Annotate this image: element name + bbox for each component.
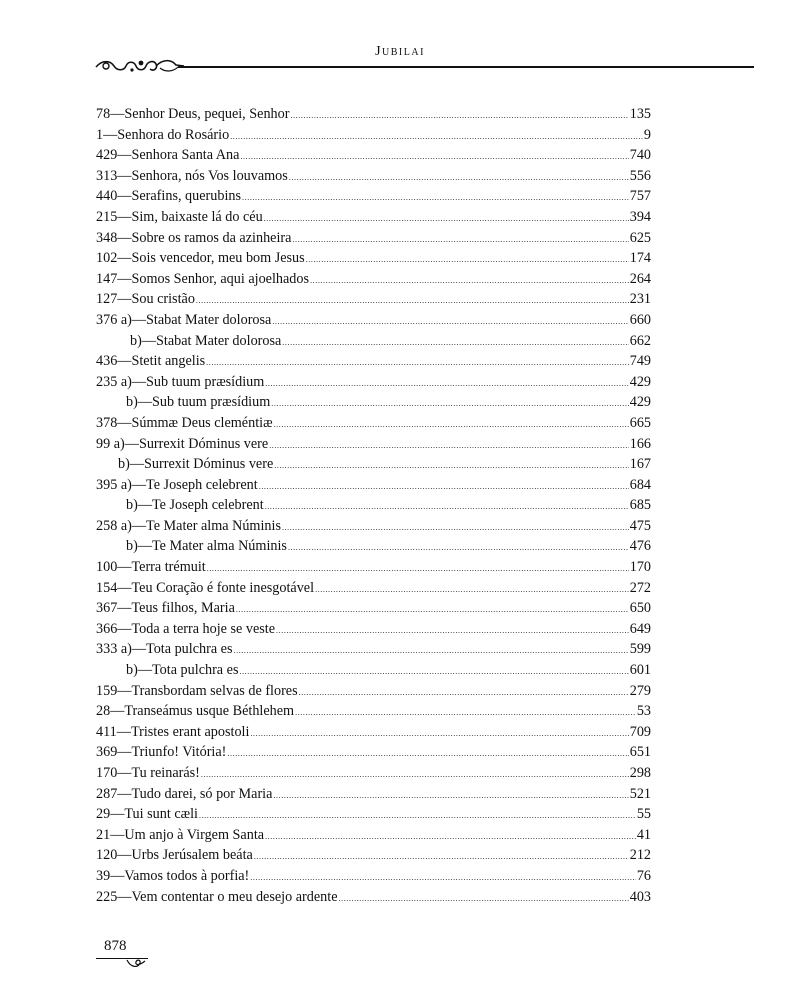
dot-leader — [289, 168, 629, 189]
dot-leader — [199, 806, 636, 827]
entry-title: 287—Tudo darei, só por Maria — [96, 785, 273, 802]
entry-title: 429—Senhora Santa Ana — [96, 147, 240, 164]
entry-title: 235 a)—Sub tuum præsídium — [96, 373, 265, 390]
dot-leader — [306, 250, 629, 271]
entry-title: 378—Súmmæ Deus cleméntiæ — [96, 414, 273, 431]
entry-page-number: 685 — [629, 497, 651, 514]
dot-leader — [273, 786, 628, 807]
dot-leader — [274, 456, 628, 477]
dot-leader — [272, 312, 628, 333]
entry-title: 411—Tristes erant apostoli — [96, 723, 250, 740]
index-entry — [96, 186, 651, 207]
dot-leader — [259, 477, 629, 498]
entry-page-number: 170 — [629, 559, 651, 576]
entry-page-number: 403 — [629, 888, 651, 905]
entry-page-number: 9 — [643, 126, 651, 143]
entry-title: 159—Transbordam selvas de flores — [96, 682, 298, 699]
dot-leader — [239, 662, 628, 683]
index-entry — [96, 557, 651, 578]
entry-page-number: 740 — [629, 147, 651, 164]
index-entry — [96, 289, 651, 310]
dot-leader — [230, 127, 643, 148]
page-number: 878 — [104, 938, 127, 954]
entry-title: 376 a)—Stabat Mater dolorosa — [96, 311, 272, 328]
entry-page-number: 76 — [636, 867, 651, 884]
entry-page-number: 279 — [629, 682, 651, 699]
entry-title: 436—Stetit angelis — [96, 353, 206, 370]
entry-page-number: 264 — [629, 270, 651, 287]
entry-page-number: 135 — [629, 106, 651, 122]
entry-title: 39—Vamos todos à porfia! — [96, 867, 250, 884]
index-entry — [96, 207, 651, 228]
index-entry — [96, 145, 651, 166]
index-entry — [96, 619, 651, 640]
dot-leader — [265, 374, 628, 395]
entry-title: 147—Somos Senhor, aqui ajoelhados — [96, 270, 310, 287]
entry-page-number: 41 — [636, 826, 651, 843]
index-entry — [96, 516, 651, 537]
index-entry — [96, 166, 651, 187]
dot-leader — [295, 703, 636, 724]
entry-title: 367—Teus filhos, Maria — [96, 600, 235, 617]
entry-page-number: 166 — [629, 435, 651, 452]
dot-leader — [269, 436, 629, 457]
index-entry — [96, 392, 651, 413]
dot-leader — [250, 868, 636, 889]
entry-page-number: 601 — [629, 662, 651, 679]
index-entry — [96, 825, 651, 846]
dot-leader — [254, 847, 629, 868]
entry-title: 369—Triunfo! Vitória! — [96, 744, 227, 761]
index-entry — [96, 845, 651, 866]
index-entry — [96, 536, 651, 557]
entry-page-number: 660 — [629, 311, 651, 328]
entry-page-number: 651 — [629, 744, 651, 761]
entry-title: 99 a)—Surrexit Dóminus vere — [96, 435, 269, 452]
entry-page-number: 231 — [629, 291, 651, 308]
entry-title: 440—Serafins, querubins — [96, 188, 242, 205]
dot-leader — [201, 765, 629, 786]
dot-leader — [310, 271, 629, 292]
entry-page-number: 521 — [629, 785, 651, 802]
entry-title: 28—Transeámus usque Béthlehem — [96, 703, 295, 720]
entry-page-number: 429 — [629, 373, 651, 390]
dot-leader — [288, 538, 629, 559]
dot-leader — [236, 600, 629, 621]
index-entry — [96, 763, 651, 784]
index-entry — [96, 454, 651, 475]
entry-page-number: 429 — [629, 394, 651, 411]
entry-title: 29—Tui sunt cæli — [96, 806, 198, 823]
entry-title: 366—Toda a terra hoje se veste — [96, 620, 276, 637]
entry-title: 225—Vem contentar o meu desejo ardente — [96, 888, 338, 905]
entry-page-number: 394 — [629, 208, 651, 225]
entry-title: 120—Urbs Jerúsalem beáta — [96, 847, 253, 864]
dot-leader — [265, 497, 629, 518]
entry-title: b)—Te Joseph celebrent — [126, 497, 264, 514]
index-entry — [96, 722, 651, 743]
dot-leader — [264, 209, 629, 230]
footer-ornament-icon — [126, 958, 146, 970]
index-entry — [96, 331, 651, 352]
dot-leader — [227, 744, 628, 765]
entry-page-number: 212 — [629, 847, 651, 864]
entry-title: b)—Surrexit Dóminus vere — [118, 456, 274, 473]
index-entry — [96, 310, 651, 331]
entry-page-number: 709 — [629, 723, 651, 740]
index-entry — [96, 681, 651, 702]
index-entry — [96, 660, 651, 681]
dot-leader — [206, 353, 629, 374]
entry-title: 127—Sou cristão — [96, 291, 195, 308]
index-entry — [96, 228, 651, 249]
entry-page-number: 55 — [636, 806, 651, 823]
index-entry — [96, 475, 651, 496]
entry-title: 154—Teu Coração é fonte inesgotável — [96, 579, 315, 596]
entry-title: 258 a)—Te Mater alma Núminis — [96, 517, 281, 534]
entry-title: 1—Senhora do Rosário — [96, 126, 230, 143]
flourish-ornament-icon — [94, 54, 184, 78]
dot-leader — [207, 559, 629, 580]
index-entry — [96, 742, 651, 763]
entry-page-number: 665 — [629, 414, 651, 431]
entry-page-number: 167 — [629, 456, 651, 473]
entry-page-number: 649 — [629, 620, 651, 637]
entry-title: 21—Um anjo à Virgem Santa — [96, 826, 265, 843]
entry-page-number: 757 — [629, 188, 651, 205]
index-entry — [96, 413, 651, 434]
dot-leader — [240, 147, 628, 168]
entry-title: 100—Terra trémuit — [96, 559, 206, 576]
index-entry — [96, 351, 651, 372]
dot-leader — [282, 518, 629, 539]
dot-leader — [265, 827, 636, 848]
dot-leader — [250, 724, 628, 745]
dot-leader — [276, 621, 629, 642]
index-list — [96, 104, 651, 907]
entry-title: b)—Sub tuum præsídium — [126, 394, 271, 411]
index-entry — [96, 434, 651, 455]
index-entry — [96, 866, 651, 887]
index-entry — [96, 578, 651, 599]
entry-page-number: 53 — [636, 703, 651, 720]
dot-leader — [274, 415, 629, 436]
entry-page-number: 625 — [629, 229, 651, 246]
index-entry — [96, 887, 651, 908]
entry-page-number: 599 — [629, 641, 651, 658]
index-entry — [96, 248, 651, 269]
dot-leader — [271, 394, 628, 415]
dot-leader — [292, 230, 628, 251]
entry-page-number: 749 — [629, 353, 651, 370]
dot-leader — [315, 580, 629, 601]
entry-page-number: 272 — [629, 579, 651, 596]
entry-page-number: 476 — [629, 538, 651, 555]
dot-leader — [339, 889, 629, 910]
entry-title: 78—Senhor Deus, pequei, Senhor — [96, 106, 290, 122]
index-entry — [96, 804, 651, 825]
index-entry — [96, 495, 651, 516]
entry-title: 395 a)—Te Joseph celebrent — [96, 476, 258, 493]
index-entry — [96, 701, 651, 722]
dot-leader — [242, 188, 629, 209]
entry-title: 170—Tu reinarás! — [96, 765, 200, 781]
entry-page-number: 475 — [629, 517, 651, 534]
dot-leader — [282, 333, 628, 354]
running-head: Jubilai — [375, 44, 425, 59]
index-entry — [96, 104, 651, 125]
entry-title: 333 a)—Tota pulchra es — [96, 641, 233, 658]
entry-title: b)—Te Mater alma Núminis — [126, 538, 287, 555]
entry-title: b)—Tota pulchra es — [126, 662, 239, 679]
entry-title: 215—Sim, baixaste lá do céu — [96, 208, 263, 225]
index-entry — [96, 125, 651, 146]
index-entry — [96, 639, 651, 660]
entry-title: 102—Sois vencedor, meu bom Jesus — [96, 250, 305, 267]
dot-leader — [196, 291, 629, 312]
index-entry — [96, 269, 651, 290]
dot-leader — [290, 106, 628, 127]
entry-page-number: 650 — [629, 600, 651, 617]
index-entry — [96, 372, 651, 393]
entry-page-number: 298 — [629, 765, 651, 781]
entry-page-number: 684 — [629, 476, 651, 493]
header-rule — [178, 66, 754, 68]
entry-title: b)—Stabat Mater dolorosa — [130, 332, 282, 349]
entry-page-number: 174 — [629, 250, 651, 267]
entry-page-number: 556 — [629, 167, 651, 184]
entry-title: 313—Senhora, nós Vos louvamos — [96, 167, 288, 184]
entry-page-number: 662 — [629, 332, 651, 349]
entry-title: 348—Sobre os ramos da azinheira — [96, 229, 292, 246]
dot-leader — [299, 683, 629, 704]
index-entry — [96, 784, 651, 805]
dot-leader — [234, 641, 629, 662]
index-entry — [96, 598, 651, 619]
